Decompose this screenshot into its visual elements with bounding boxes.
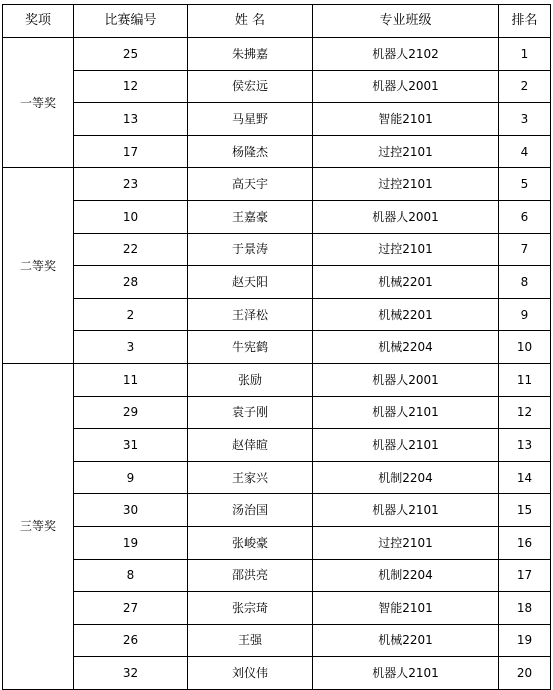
award-level-cell: 三等奖 [3,363,74,689]
rank-cell: 19 [499,624,551,657]
student-name-cell: 于景涛 [188,233,313,266]
major-class-cell: 机器人2001 [313,70,499,103]
student-name-cell: 赵倖暄 [188,429,313,462]
table-row [3,168,551,201]
table-row [3,592,551,625]
student-name-cell: 杨隆杰 [188,135,313,168]
rank-cell: 15 [499,494,551,527]
competition-number-cell: 10 [74,200,188,233]
major-class-cell: 机械2201 [313,624,499,657]
major-class-cell: 机械2201 [313,266,499,299]
table-row [3,396,551,429]
header-award: 奖项 [3,5,74,38]
rank-cell: 20 [499,657,551,690]
rank-cell: 7 [499,233,551,266]
rank-cell: 3 [499,103,551,136]
student-name-cell: 张宗琦 [188,592,313,625]
award-level-cell: 二等奖 [3,168,74,364]
major-class-cell: 过控2101 [313,526,499,559]
table-row [3,494,551,527]
table-row [3,526,551,559]
competition-number-cell: 17 [74,135,188,168]
student-name-cell: 王嘉豪 [188,200,313,233]
student-name-cell: 张峻豪 [188,526,313,559]
competition-number-cell: 19 [74,526,188,559]
rank-cell: 6 [499,200,551,233]
competition-number-cell: 28 [74,266,188,299]
table-row [3,298,551,331]
table-row [3,657,551,690]
competition-number-cell: 23 [74,168,188,201]
student-name-cell: 牛宪鹤 [188,331,313,364]
competition-number-cell: 29 [74,396,188,429]
major-class-cell: 机制2204 [313,461,499,494]
rank-cell: 1 [499,38,551,71]
competition-number-cell: 13 [74,103,188,136]
competition-number-cell: 30 [74,494,188,527]
student-name-cell: 朱拂嘉 [188,38,313,71]
major-class-cell: 过控2101 [313,233,499,266]
table-row [3,200,551,233]
table-row [3,624,551,657]
student-name-cell: 张励 [188,363,313,396]
competition-number-cell: 11 [74,363,188,396]
competition-number-cell: 27 [74,592,188,625]
rank-cell: 13 [499,429,551,462]
table-row [3,233,551,266]
major-class-cell: 智能2101 [313,103,499,136]
student-name-cell: 王强 [188,624,313,657]
competition-number-cell: 32 [74,657,188,690]
major-class-cell: 机制2204 [313,559,499,592]
rank-cell: 4 [499,135,551,168]
major-class-cell: 机器人2102 [313,38,499,71]
student-name-cell: 邵洪亮 [188,559,313,592]
table-row [3,38,551,71]
rank-cell: 10 [499,331,551,364]
header-number: 比赛编号 [74,5,188,38]
major-class-cell: 机器人2101 [313,429,499,462]
major-class-cell: 机器人2001 [313,363,499,396]
competition-number-cell: 8 [74,559,188,592]
major-class-cell: 过控2101 [313,168,499,201]
table-row [3,429,551,462]
student-name-cell: 王家兴 [188,461,313,494]
competition-number-cell: 31 [74,429,188,462]
competition-number-cell: 9 [74,461,188,494]
major-class-cell: 机器人2001 [313,200,499,233]
results-table-container [2,4,551,690]
student-name-cell: 王泽松 [188,298,313,331]
student-name-cell: 侯宏远 [188,70,313,103]
award-level-cell: 一等奖 [3,38,74,168]
major-class-cell: 智能2101 [313,592,499,625]
competition-number-cell: 12 [74,70,188,103]
student-name-cell: 袁子刚 [188,396,313,429]
competition-number-cell: 2 [74,298,188,331]
major-class-cell: 机器人2101 [313,657,499,690]
table-row [3,103,551,136]
competition-number-cell: 22 [74,233,188,266]
student-name-cell: 汤治国 [188,494,313,527]
major-class-cell: 机器人2101 [313,396,499,429]
student-name-cell: 高天宇 [188,168,313,201]
student-name-cell: 刘仪伟 [188,657,313,690]
table-row [3,135,551,168]
table-row [3,461,551,494]
table-row [3,559,551,592]
table-row [3,331,551,364]
rank-cell: 5 [499,168,551,201]
table-row [3,266,551,299]
student-name-cell: 赵天阳 [188,266,313,299]
table-row [3,363,551,396]
competition-number-cell: 3 [74,331,188,364]
major-class-cell: 机械2201 [313,298,499,331]
rank-cell: 16 [499,526,551,559]
rank-cell: 12 [499,396,551,429]
rank-cell: 2 [499,70,551,103]
competition-number-cell: 26 [74,624,188,657]
header-rank: 排名 [499,5,551,38]
award-results-table [2,4,551,690]
rank-cell: 17 [499,559,551,592]
major-class-cell: 机器人2101 [313,494,499,527]
header-name: 姓 名 [188,5,313,38]
rank-cell: 9 [499,298,551,331]
rank-cell: 11 [499,363,551,396]
table-body [3,38,551,690]
header-major: 专业班级 [313,5,499,38]
header-row [3,5,551,38]
student-name-cell: 马星野 [188,103,313,136]
rank-cell: 18 [499,592,551,625]
major-class-cell: 过控2101 [313,135,499,168]
rank-cell: 14 [499,461,551,494]
major-class-cell: 机械2204 [313,331,499,364]
table-row [3,70,551,103]
competition-number-cell: 25 [74,38,188,71]
rank-cell: 8 [499,266,551,299]
